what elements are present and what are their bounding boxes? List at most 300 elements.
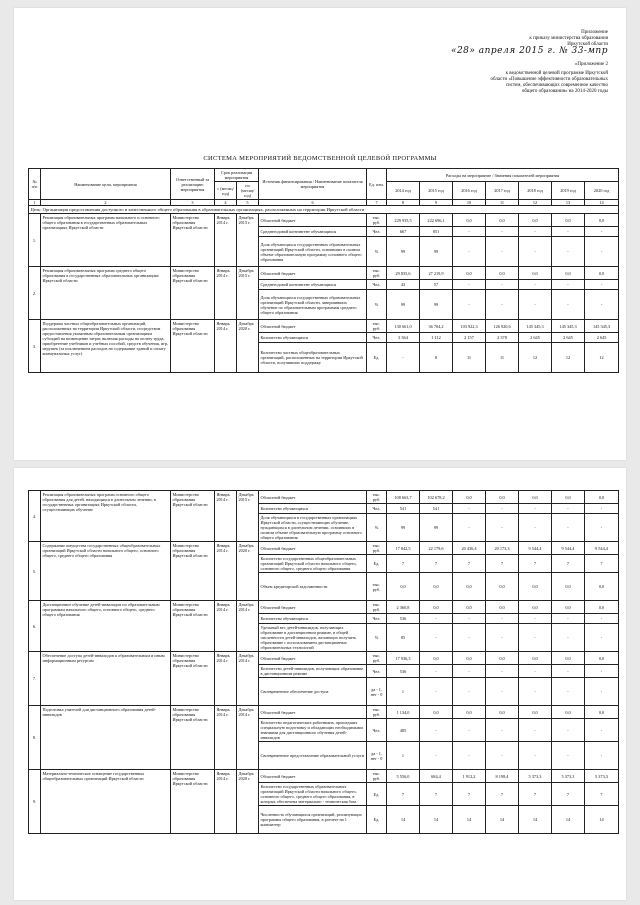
unit-cell: % (367, 624, 387, 652)
indicator-name: Областной бюджет (259, 214, 367, 227)
document-page-1 (14, 8, 626, 460)
value-cell: - (486, 665, 519, 678)
indicator-name: Количество обучающихся (259, 333, 367, 343)
value-cell: 0,0 (585, 491, 619, 504)
value-cell: 108 663,7 (387, 491, 420, 504)
value-cell: - (552, 504, 585, 514)
col-responsible-header: Ответственный за реализацию мероприятия (171, 169, 215, 200)
value-cell: - (519, 742, 552, 770)
unit-cell: Ед. (367, 806, 387, 834)
value-cell: - (552, 665, 585, 678)
col-source-header: Источник финансирования / Наименование показателя мероприятия (259, 169, 367, 200)
period-from: Январь 2014 г. (215, 491, 237, 542)
value-cell: 0,0 (585, 267, 619, 280)
value-cell: 99 (420, 290, 453, 320)
unit-cell: Чел. (367, 665, 387, 678)
order-line: к приказу министерства образования (529, 36, 608, 41)
value-cell: 0,0 (420, 706, 453, 719)
value-cell: 667 (387, 227, 420, 237)
responsible-cell: Министерство образования Иркутской области (171, 267, 215, 320)
value-cell: 0,0 (486, 652, 519, 665)
indicator-name: Своевременное обеспечение доступа (259, 678, 367, 706)
value-cell: - (486, 290, 519, 320)
value-cell: - (552, 290, 585, 320)
period-to: Декабрь 2020 г. (237, 770, 259, 834)
value-cell: - (486, 237, 519, 267)
indicator-name: Доля обучающихся государственных образовательных организаций Иркутской области, освоивших в полном объеме образовательную программу основного общего образования (259, 237, 367, 267)
indicator-name: Количество государственных общеобразовательных организаций Иркутской области начального общего, основного общего, среднего общего образования (259, 555, 367, 573)
table-row (29, 652, 619, 665)
row-number: 3. (29, 320, 41, 373)
value-cell: 7 (486, 783, 519, 806)
indicator-name: Численность обучающихся организаций, реализующих программы общего образования, в расчете на 1 компьютер (259, 806, 367, 834)
dept-line-3: систем, обеспечивающих современное качество (505, 83, 608, 88)
value-cell: - (420, 614, 453, 624)
value-cell: - (552, 227, 585, 237)
responsible-cell: Министерство образования Иркутской области (171, 601, 215, 652)
indicator-name: Областной бюджет (259, 491, 367, 504)
value-cell: - (519, 614, 552, 624)
value-cell: - (486, 678, 519, 706)
value-cell: - (420, 678, 453, 706)
value-cell: 7 (552, 555, 585, 573)
indicator-name: Количество обучающихся (259, 504, 367, 514)
indicator-name: Количество частных общеобразовательных организаций, расположенных на территории Иркутской области, получивших поддержку (259, 343, 367, 373)
value-cell: 541 (420, 504, 453, 514)
value-cell: 3 364 (387, 333, 420, 343)
col-to-header: по (месяц/год) (237, 182, 259, 200)
period-from: Январь 2014 г. (215, 542, 237, 601)
value-cell: - (585, 227, 619, 237)
indicator-name: Удельный вес детей-инвалидов, получающих образование в дистанционном режиме, в общей численности детей-инвалидов, желающих получить образование с использованием дистанционных образовательных технологий (259, 624, 367, 652)
appendix-label: Приложение (581, 30, 608, 35)
value-cell: 2 360,8 (387, 601, 420, 614)
value-cell: 14 (585, 806, 619, 834)
value-cell: - (453, 237, 486, 267)
table-row (29, 491, 619, 504)
value-cell: 2 157 (453, 333, 486, 343)
value-cell: 14 (486, 806, 519, 834)
value-cell: 0,0 (486, 267, 519, 280)
unit-cell: % (367, 237, 387, 267)
value-cell: 14 (552, 806, 585, 834)
value-cell: - (453, 624, 486, 652)
value-cell: - (453, 290, 486, 320)
value-cell: 0,0 (552, 491, 585, 504)
value-cell: 0,0 (453, 601, 486, 614)
value-cell: 0,0 (585, 573, 619, 601)
value-cell: 536 (387, 665, 420, 678)
unit-cell: тыс. руб. (367, 573, 387, 601)
value-cell: 0,0 (585, 601, 619, 614)
value-cell: - (486, 614, 519, 624)
value-cell: 7 (453, 555, 486, 573)
approval-block (451, 30, 608, 95)
value-cell: 7 (420, 783, 453, 806)
col-period-header: Срок реализации мероприятия (215, 169, 259, 182)
value-cell: 20 173,3 (486, 542, 519, 555)
value-cell: 0,0 (420, 601, 453, 614)
value-cell: 99 (387, 290, 420, 320)
value-cell: 99 (387, 514, 420, 542)
indicator-name: Областной бюджет (259, 770, 367, 783)
value-cell: 0,0 (519, 573, 552, 601)
year-header: 2020 год (585, 182, 619, 200)
unit-cell: тыс. руб. (367, 491, 387, 504)
indicator-name: Среднегодовой контингент обучающихся (259, 227, 367, 237)
row-number: 6. (29, 601, 41, 652)
indicator-name: Среднегодовой контингент обучающихся (259, 280, 367, 290)
col-from-header: с (месяц/год) (215, 182, 237, 200)
period-to: Декабрь 2020 г. (237, 542, 259, 601)
indicator-name: Областной бюджет (259, 542, 367, 555)
row-number: 8. (29, 706, 41, 770)
value-cell: - (486, 280, 519, 290)
value-cell: - (585, 719, 619, 742)
table-row (29, 214, 619, 227)
unit-cell: Чел. (367, 280, 387, 290)
value-cell: 1 (387, 678, 420, 706)
value-cell: 43 (387, 280, 420, 290)
page-2-rows (29, 491, 619, 834)
value-cell: - (519, 504, 552, 514)
unit-cell: тыс. руб. (367, 320, 387, 333)
value-cell: - (486, 504, 519, 514)
value-cell: 103 922,3 (453, 320, 486, 333)
value-cell: 7 (420, 555, 453, 573)
value-cell: - (552, 678, 585, 706)
period-to: Декабрь 2014 г. (237, 601, 259, 652)
value-cell: - (453, 665, 486, 678)
value-cell: - (486, 719, 519, 742)
period-from: Январь 2014 г. (215, 601, 237, 652)
period-from: Январь 2014 г. (215, 652, 237, 706)
value-cell: 541 (387, 504, 420, 514)
value-cell: 8 (420, 343, 453, 373)
indicator-name: Количество обучающихся (259, 614, 367, 624)
value-cell: 9 544,4 (519, 542, 552, 555)
unit-cell: Чел. (367, 333, 387, 343)
value-cell: - (519, 665, 552, 678)
value-cell: 14 (453, 806, 486, 834)
col-number: 12 (519, 200, 552, 206)
value-cell: - (453, 514, 486, 542)
value-cell: - (585, 614, 619, 624)
value-cell: 1 912,2 (453, 770, 486, 783)
value-cell: 0,0 (519, 601, 552, 614)
value-cell: - (552, 614, 585, 624)
value-cell: 99 (420, 237, 453, 267)
page-1-rows (29, 214, 619, 373)
period-to: Декабрь 2015 г. (237, 491, 259, 542)
year-header: 2019 год (552, 182, 585, 200)
measure-name: Реализация образовательных программ начального и основного общего образования в государственных образовательных организациях Иркутской области (41, 214, 171, 267)
value-cell: - (453, 742, 486, 770)
value-cell: - (552, 742, 585, 770)
period-to: Декабрь 2014 г. (237, 652, 259, 706)
value-cell: - (519, 624, 552, 652)
value-cell: - (585, 290, 619, 320)
value-cell: - (420, 719, 453, 742)
handwritten-date: «28» апреля 2015 г. № 33-мпр (450, 46, 608, 56)
value-cell: 145 345,3 (585, 320, 619, 333)
value-cell: - (585, 280, 619, 290)
row-number: 1. (29, 214, 41, 267)
col-unit-header: Ед. изм. (367, 169, 387, 200)
row-number: 9. (29, 770, 41, 834)
value-cell: - (519, 227, 552, 237)
value-cell: 17 936,3 (387, 652, 420, 665)
indicator-name: Областной бюджет (259, 267, 367, 280)
value-cell: 57 (420, 280, 453, 290)
unit-cell: % (367, 514, 387, 542)
measure-name: Материально-техническое оснащение государственных общеобразовательных организаций Иркутской области (41, 770, 171, 834)
value-cell: - (420, 665, 453, 678)
value-cell: - (453, 614, 486, 624)
value-cell: - (519, 290, 552, 320)
value-cell: 1 134,0 (387, 706, 420, 719)
value-cell: - (420, 624, 453, 652)
value-cell: 102 678,2 (420, 491, 453, 504)
value-cell: 7 (552, 783, 585, 806)
value-cell: 0,0 (552, 214, 585, 227)
col-number: 11 (486, 200, 519, 206)
table-row (29, 542, 619, 555)
value-cell: 0,0 (519, 267, 552, 280)
period-to: Декабрь 2014 г. (237, 706, 259, 770)
dept-line-1: к ведомственной целевой программе Иркутской (505, 71, 608, 76)
value-cell: 229 935,5 (387, 214, 420, 227)
value-cell: - (585, 665, 619, 678)
value-cell: 126 920,6 (486, 320, 519, 333)
value-cell: 0,0 (453, 652, 486, 665)
value-cell: 14 (387, 806, 420, 834)
unit-cell: Чел. (367, 504, 387, 514)
dept-line-2: области «Повышение эффективности образовательных (490, 77, 608, 82)
value-cell: - (519, 719, 552, 742)
value-cell: 12 (552, 343, 585, 373)
year-header: 2017 год (486, 182, 519, 200)
value-cell: 0,0 (585, 214, 619, 227)
value-cell: 5 373,3 (552, 770, 585, 783)
value-cell: 7 (387, 555, 420, 573)
value-cell: 2 378 (486, 333, 519, 343)
value-cell: 0,0 (519, 214, 552, 227)
col-num-header: № п/п (29, 169, 41, 200)
value-cell: 0,0 (552, 601, 585, 614)
value-cell: 0,0 (552, 267, 585, 280)
value-cell: 1 (387, 742, 420, 770)
dept-line-4: общего образования» на 2014-2020 годы (521, 89, 608, 94)
value-cell: 0,0 (453, 706, 486, 719)
value-cell: 99 (420, 514, 453, 542)
responsible-cell: Министерство образования Иркутской области (171, 214, 215, 267)
unit-cell: Ед. (367, 783, 387, 806)
responsible-cell: Министерство образования Иркутской области (171, 491, 215, 542)
period-to: Декабрь 2015 г. (237, 267, 259, 320)
col-number: 1 (29, 200, 41, 206)
col-number: 14 (585, 200, 619, 206)
period-to: Декабрь 2015 г. (237, 214, 259, 267)
value-cell: 0,0 (519, 652, 552, 665)
value-cell: 851 (420, 227, 453, 237)
value-cell: - (585, 624, 619, 652)
value-cell: 145 345,3 (552, 320, 585, 333)
indicator-name: Количество государственных образовательных организаций Иркутской области начального общего, основного общего, среднего общего образования, в которых обеспечена материально - техническая база (259, 783, 367, 806)
measure-name: Реализация образовательных программ среднего общего образования в государственных образовательных организациях Иркутской области (41, 267, 171, 320)
value-cell: - (453, 280, 486, 290)
period-to: Декабрь 2020 г. (237, 320, 259, 373)
col-number: 10 (453, 200, 486, 206)
unit-cell: тыс. руб. (367, 214, 387, 227)
document-title: СИСТЕМА МЕРОПРИЯТИЙ ВЕДОМСТВЕННОЙ ЦЕЛЕВОЙ ПРОГРАММЫ (203, 155, 437, 162)
unit-cell: Чел. (367, 719, 387, 742)
unit-cell: Чел. (367, 227, 387, 237)
value-cell: - (486, 624, 519, 652)
value-cell: 0,0 (585, 706, 619, 719)
indicator-name: Количество детей-инвалидов, получающих образование в дистанционном режиме (259, 665, 367, 678)
value-cell: 0,0 (552, 573, 585, 601)
responsible-cell: Министерство образования Иркутской области (171, 652, 215, 706)
value-cell: - (552, 719, 585, 742)
value-cell: 5 556,0 (387, 770, 420, 783)
row-number: 4. (29, 491, 41, 542)
value-cell: 7 (453, 783, 486, 806)
unit-cell: % (367, 290, 387, 320)
responsible-cell: Министерство образования Иркутской области (171, 542, 215, 601)
unit-cell: да - 1, нет - 0 (367, 678, 387, 706)
measure-name: Подготовка учителей для дистанционного образования детей-инвалидов (41, 706, 171, 770)
value-cell: 7 (519, 555, 552, 573)
table-row (29, 601, 619, 614)
value-cell: 12 (519, 343, 552, 373)
unit-cell: тыс. руб. (367, 601, 387, 614)
unit-cell: тыс. руб. (367, 770, 387, 783)
year-header: 2018 год (519, 182, 552, 200)
value-cell: 0,0 (453, 491, 486, 504)
value-cell: 0,0 (486, 491, 519, 504)
value-cell: 9 544,4 (585, 542, 619, 555)
value-cell: 7 (387, 783, 420, 806)
value-cell: 7 (585, 783, 619, 806)
value-cell: - (519, 280, 552, 290)
value-cell: - (519, 514, 552, 542)
value-cell: - (585, 514, 619, 542)
value-cell: - (420, 742, 453, 770)
unit-cell: тыс. руб. (367, 542, 387, 555)
value-cell: 0,0 (552, 652, 585, 665)
col-number: 4 (215, 200, 237, 206)
value-cell: 0,0 (585, 652, 619, 665)
value-cell: 14 (420, 806, 453, 834)
period-from: Январь 2014 г. (215, 214, 237, 267)
row-number: 7. (29, 652, 41, 706)
value-cell: 0,0 (453, 214, 486, 227)
value-cell: 0,0 (486, 214, 519, 227)
value-cell: 0,0 (486, 706, 519, 719)
value-cell: - (453, 504, 486, 514)
value-cell: 36 704,2 (420, 320, 453, 333)
value-cell: 0,0 (486, 601, 519, 614)
value-cell: 0,0 (519, 491, 552, 504)
unit-cell: тыс. руб. (367, 267, 387, 280)
period-from: Январь 2014 г. (215, 770, 237, 834)
indicator-name: Областной бюджет (259, 706, 367, 719)
value-cell: - (453, 227, 486, 237)
year-header: 2014 год (387, 182, 420, 200)
program-table-page-2 (28, 490, 619, 834)
value-cell: 22 179,6 (420, 542, 453, 555)
value-cell: - (585, 237, 619, 267)
value-cell: 145 345,3 (519, 320, 552, 333)
value-cell: 222 696,1 (420, 214, 453, 227)
value-cell: 99 (387, 237, 420, 267)
value-cell: 1 112 (420, 333, 453, 343)
measure-name: Обеспечение доступа детей-инвалидов к образовательным и иным информационным ресурсам (41, 652, 171, 706)
period-from: Январь 2014 г. (215, 267, 237, 320)
unit-cell: Чел. (367, 614, 387, 624)
value-cell: - (453, 719, 486, 742)
value-cell: 14 (519, 806, 552, 834)
value-cell: 2 645 (519, 333, 552, 343)
program-table-page-1 (28, 168, 619, 373)
unit-cell: тыс. руб. (367, 706, 387, 719)
value-cell: 2 645 (585, 333, 619, 343)
col-number: 8 (387, 200, 420, 206)
value-cell: 0,0 (420, 573, 453, 601)
year-header: 2015 год (420, 182, 453, 200)
unit-cell: Ед. (367, 555, 387, 573)
value-cell: - (552, 514, 585, 542)
indicator-name: Областной бюджет (259, 652, 367, 665)
year-header: 2016 год (453, 182, 486, 200)
col-number: 7 (367, 200, 387, 206)
table-row (29, 320, 619, 333)
responsible-cell: Министерство образования Иркутской области (171, 706, 215, 770)
value-cell: 2 645 (552, 333, 585, 343)
value-cell: 0,0 (453, 267, 486, 280)
table-row (29, 267, 619, 280)
indicator-name: Количество педагогических работников, прошедших специальную подготовку и обладающих необходимыми знаниями для дистанционного обучения детей-инвалидов (259, 719, 367, 742)
col-number: 6 (259, 200, 367, 206)
measure-name: Поддержка частных общеобразовательных организаций, расположенных на территории Иркутской области, посредством предоставления указанным образовательным организациям субсидий на возмещение затрат, включая расходы на оплату труда, приобретение учебников и учебных пособий, средств обучения, игр, игрушек (за исключением расходов на содержание зданий и оплату коммунальных услуг) (41, 320, 171, 373)
value-cell: - (552, 624, 585, 652)
value-cell: 85 (387, 624, 420, 652)
indicator-name: Областной бюджет (259, 320, 367, 333)
value-cell: 12 (585, 343, 619, 373)
value-cell: 0,0 (552, 706, 585, 719)
value-cell: 5 373,3 (585, 770, 619, 783)
period-from: Январь 2014 г. (215, 320, 237, 373)
goal-row (29, 206, 619, 214)
value-cell: - (453, 678, 486, 706)
value-cell: 5 373,3 (519, 770, 552, 783)
value-cell: 8 198,4 (486, 770, 519, 783)
row-number: 2. (29, 267, 41, 320)
col-expenses-header: Расходы на мероприятие / Значения показателей мероприятия (387, 169, 619, 182)
value-cell: 27 219,9 (420, 267, 453, 280)
measure-name: Реализация образовательных программ основного общего образования для детей, находящихся в длительном лечении, в государственных организациях Иркутской области, осуществляющих обучение (41, 491, 171, 542)
region-line: Иркутской области (567, 42, 608, 47)
value-cell: - (486, 227, 519, 237)
value-cell: 7 (519, 783, 552, 806)
appendix2-label: «Приложение 2 (574, 62, 608, 67)
period-from: Январь 2014 г. (215, 706, 237, 770)
indicator-name: Объем кредиторской задолженности (259, 573, 367, 601)
row-number: 5. (29, 542, 41, 601)
value-cell: 130 661,0 (387, 320, 420, 333)
value-cell: 9 544,4 (552, 542, 585, 555)
